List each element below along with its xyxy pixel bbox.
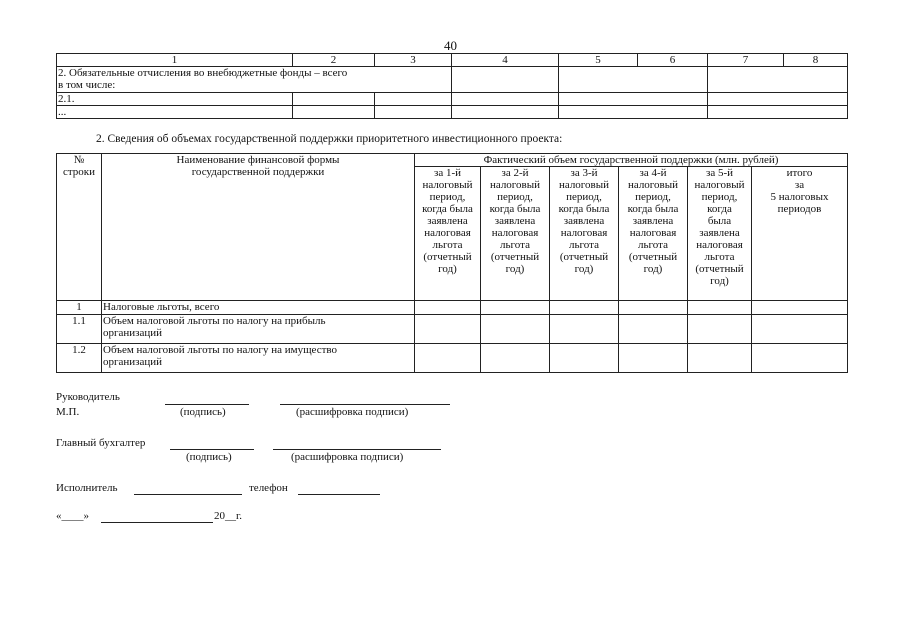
- col-header-row-number: № строки: [57, 154, 102, 301]
- decoding-caption: (расшифровка подписи): [291, 451, 404, 463]
- table-cell: [452, 106, 559, 119]
- date-month-line: [101, 510, 213, 523]
- table-state-support: [56, 153, 848, 373]
- row-label: ...: [57, 106, 293, 119]
- table-row: [57, 315, 848, 344]
- col-header: 8: [784, 54, 848, 67]
- table-row: [57, 301, 848, 315]
- col-header: 4: [452, 54, 559, 67]
- col-header-total: итого за 5 налоговых периодов: [752, 167, 848, 301]
- row-number: 1.1: [57, 315, 102, 344]
- signature-caption: (подпись): [186, 451, 232, 463]
- executor-line: [134, 482, 242, 495]
- table-cell: [619, 315, 688, 344]
- table-cell: [481, 344, 550, 373]
- table-cell: [293, 93, 375, 106]
- col-header: 7: [708, 54, 784, 67]
- table-cell: [481, 301, 550, 315]
- table-row: [57, 344, 848, 373]
- table-cell: [752, 301, 848, 315]
- table-cell: [415, 315, 481, 344]
- row-label: 2. Обязательные отчисления во внебюджетные фонды – всего в том числе:: [57, 67, 452, 93]
- accountant-decoding-line: [273, 437, 441, 450]
- row-number: 1: [57, 301, 102, 315]
- table-cell: [619, 301, 688, 315]
- row-label: 2.1.: [57, 93, 293, 106]
- table-row: [57, 106, 848, 119]
- table-cell: [708, 67, 848, 93]
- table-row: [57, 67, 848, 93]
- table-cell: [708, 93, 848, 106]
- accountant-label: Главный бухгалтер: [56, 437, 146, 449]
- table-cell: [708, 106, 848, 119]
- col-header: 1: [57, 54, 293, 67]
- table-cell: [752, 344, 848, 373]
- col-header-actual-volume: Фактический объем государственной поддержки (млн. рублей): [415, 154, 848, 167]
- table-header-row: [57, 54, 848, 67]
- table-cell: [550, 315, 619, 344]
- table-cell: [452, 67, 559, 93]
- section-title: 2. Сведения об объемах государственной поддержки приоритетного инвестиционного проекта:: [96, 133, 563, 145]
- mp-label: М.П.: [56, 406, 80, 418]
- table-cell: [559, 106, 708, 119]
- col-header-support-form: Наименование финансовой формы государственной поддержки: [102, 154, 415, 301]
- table-contributions: [56, 53, 848, 119]
- head-decoding-line: [280, 392, 450, 405]
- col-header-period: за 3-й налоговый период, когда была заявлена налоговая льгота (отчетный год): [550, 167, 619, 301]
- accountant-signature-line: [170, 437, 254, 450]
- table-cell: [550, 301, 619, 315]
- table-row: [57, 93, 848, 106]
- col-header: 3: [375, 54, 452, 67]
- col-header-period: за 4-й налоговый период, когда была заявлена налоговая льгота (отчетный год): [619, 167, 688, 301]
- col-header-period: за 1-й налоговый период, когда была заявлена налоговая льгота (отчетный год): [415, 167, 481, 301]
- col-header: 5: [559, 54, 638, 67]
- head-signature-line: [165, 392, 249, 405]
- col-header-period: за 2-й налоговый период, когда была заявлена налоговая льгота (отчетный год): [481, 167, 550, 301]
- table-cell: [481, 315, 550, 344]
- head-label: Руководитель: [56, 391, 120, 403]
- table-cell: [619, 344, 688, 373]
- table-cell: [415, 344, 481, 373]
- row-name: Объем налоговой льготы по налогу на имущество организаций: [102, 344, 415, 373]
- table-cell: [375, 106, 452, 119]
- table-cell: [415, 301, 481, 315]
- table-cell: [559, 67, 708, 93]
- phone-line: [298, 482, 380, 495]
- page-number: 40: [444, 38, 457, 53]
- table-cell: [688, 344, 752, 373]
- date-year: 20__г.: [214, 510, 243, 522]
- row-number: 1.2: [57, 344, 102, 373]
- table-cell: [452, 93, 559, 106]
- table-cell: [375, 93, 452, 106]
- table-header-row: [57, 154, 848, 167]
- table-cell: [559, 93, 708, 106]
- decoding-caption: (расшифровка подписи): [296, 406, 409, 418]
- phone-label: телефон: [249, 482, 288, 494]
- table-cell: [688, 315, 752, 344]
- row-name: Налоговые льготы, всего: [102, 301, 415, 315]
- signature-caption: (подпись): [180, 406, 226, 418]
- row-name: Объем налоговой льготы по налогу на прибыль организаций: [102, 315, 415, 344]
- table-cell: [688, 301, 752, 315]
- table-cell: [293, 106, 375, 119]
- col-header: 6: [638, 54, 708, 67]
- col-header: 2: [293, 54, 375, 67]
- executor-label: Исполнитель: [56, 482, 118, 494]
- table-cell: [752, 315, 848, 344]
- table-cell: [550, 344, 619, 373]
- date-day: «____»: [56, 510, 89, 522]
- col-header-period: за 5-й налоговый период, когда была заявлена налоговая льгота (отчетный год): [688, 167, 752, 301]
